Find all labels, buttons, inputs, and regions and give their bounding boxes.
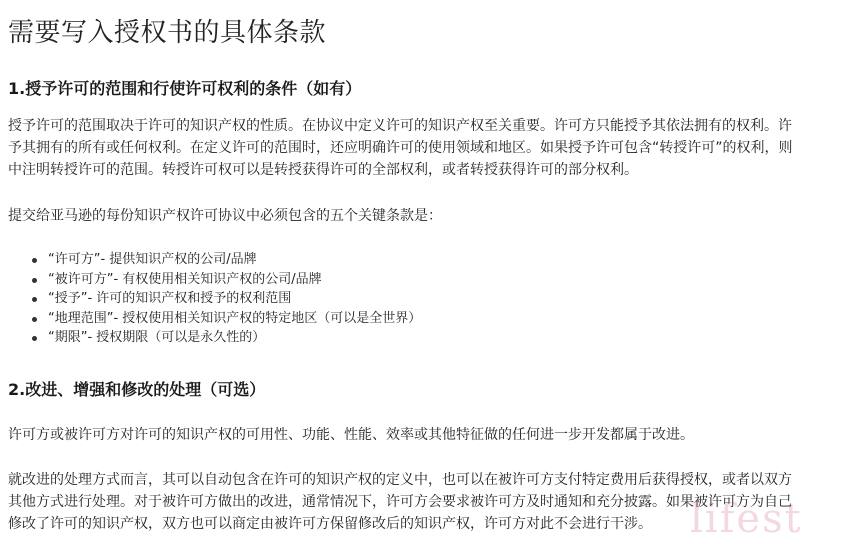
paragraph-line: 许可方或被许可方对许可的知识产权的可用性、功能、性能、效率或其他特征做的任何进一步开发都属于改进。 (8, 427, 694, 443)
section-1-paragraph-1 (8, 115, 844, 181)
paragraph-line: 其他方式进行处理。对于被许可方做出的改进，通常情况下，许可方会要求被许可方及时通知和充分披露。如果被许可方为自己 (8, 494, 792, 510)
list-item-text: “期限”- 授权期限（可以是永久性的） (48, 330, 266, 345)
paragraph-line: 提交给亚马逊的每份知识产权许可协议中必须包含的五个关键条款是： (8, 208, 442, 224)
section-1-heading: 1.授予许可的范围和行使许可权利的条件（如有） (8, 79, 362, 98)
watermark-logo: lifest (690, 496, 803, 542)
paragraph-line: 就改进的处理方式而言，其可以自动包含在许可的知识产权的定义中，也可以在被许可方支付特定费用后获得授权，或者以双方 (8, 472, 792, 488)
list-item (20, 328, 421, 348)
bullet-icon (32, 336, 37, 341)
section-2-heading: 2.改进、增强和修改的处理（可选） (8, 380, 266, 399)
list-item-text: “被许可方”- 有权使用相关知识产权的公司/品牌 (48, 271, 322, 287)
list-item-text: “许可方”- 提供知识产权的公司/品牌 (48, 252, 257, 267)
list-item (20, 270, 421, 290)
list-item (20, 289, 421, 309)
page-title: 需要写入授权书的具体条款 (8, 18, 327, 48)
section-2-paragraph-1 (8, 424, 844, 446)
key-terms-list (20, 250, 421, 348)
list-item (20, 309, 421, 329)
bullet-icon (32, 258, 37, 263)
paragraph-line: 修改了许可的知识产权，双方也可以商定由被许可方保留修改后的知识产权，许可方对此不会进行干涉。 (8, 516, 652, 532)
list-item-text: “授予”- 许可的知识产权和授予的权利范围 (48, 291, 292, 306)
bullet-icon (32, 278, 37, 283)
list-item-text: “地理范围”- 授权使用相关知识产权的特定地区（可以是全世界） (48, 310, 422, 326)
bullet-icon (32, 297, 37, 302)
section-1-paragraph-2 (8, 205, 844, 227)
paragraph-line: 予其拥有的所有或任何权利。在定义许可的范围时，还应明确许可的使用领域和地区。如果授予许可包含“转授许可”的权利，则 (8, 140, 793, 156)
paragraph-line: 中注明转授许可的范围。转授许可权可以是转授获得许可的全部权利，或者转授获得许可的部分权利。 (8, 162, 638, 178)
list-item (20, 250, 421, 270)
bullet-icon (32, 317, 37, 322)
paragraph-line: 授予许可的范围取决于许可的知识产权的性质。在协议中定义许可的知识产权至关重要。许可方只能授予其依法拥有的权利。许 (8, 118, 792, 134)
